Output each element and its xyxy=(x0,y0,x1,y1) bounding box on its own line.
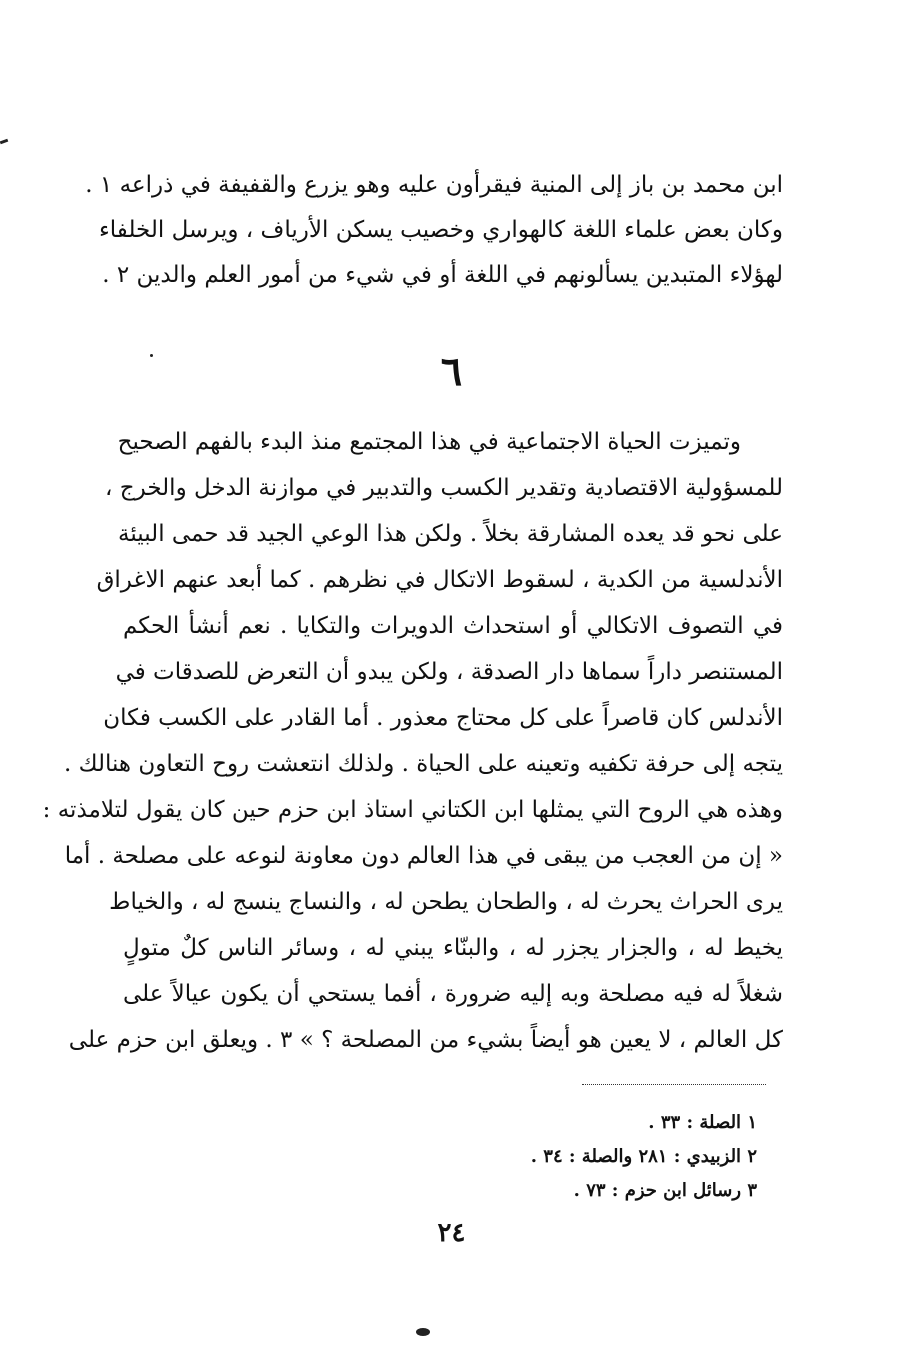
text-line: يتجه إلى حرفة تكفيه وتعينه على الحياة . ولذلك انتعشت روح التعاون هنالك . xyxy=(63,751,783,777)
section-number: ٦ xyxy=(440,348,463,395)
text-line: « إن من العجب من يبقى في هذا العالم دون معاونة لنوعه على مصلحة . أما xyxy=(64,843,783,869)
text-line: شغلاً له فيه مصلحة وبه إليه ضرورة ، أفما يستحي أن يكون عيالاً على xyxy=(123,981,783,1007)
footnote: ١ الصلة : ٣٣ . xyxy=(648,1112,757,1133)
footnote-separator xyxy=(582,1084,766,1085)
text-line: وكان بعض علماء اللغة كالهواري وخصيب يسكن الأرياف ، ويرسل الخلفاء xyxy=(98,217,783,243)
text-line: في التصوف الاتكالي أو استحداث الدويرات والتكايا . نعم أنشأ الحكم xyxy=(123,613,783,639)
footnote: ٣ رسائل ابن حزم : ٧٣ . xyxy=(573,1180,757,1201)
text-line: الأندلس كان قاصراً على كل محتاج معذور . أما القادر على الكسب فكان xyxy=(103,705,783,731)
print-mark xyxy=(416,1328,430,1336)
text-line: ابن محمد بن باز إلى المنية فيقرأون عليه وهو يزرع والقفيفة في ذراعه ١ . xyxy=(85,172,783,198)
margin-mark xyxy=(0,139,8,145)
text-line: الأندلسية من الكدية ، لسقوط الاتكال في نظرهم . كما أبعد عنهم الاغراق xyxy=(96,567,783,593)
footnote: ٢ الزبيدي : ٢٨١ والصلة : ٣٤ . xyxy=(530,1146,757,1167)
text-line: وتميزت الحياة الاجتماعية في هذا المجتمع منذ البدء بالفهم الصحيح xyxy=(117,429,741,455)
text-line: كل العالم ، لا يعين هو أيضاً بشيء من المصلحة ؟ » ٣ . ويعلق ابن حزم على xyxy=(68,1027,783,1053)
text-line: وهذه هي الروح التي يمثلها ابن الكتاني استاذ ابن حزم حين كان يقول لتلامذته : xyxy=(42,797,783,823)
text-line: لهؤلاء المتبدين يسألونهم في اللغة أو في شيء من أمور العلم والدين ٢ . xyxy=(102,262,783,288)
text-line: للمسؤولية الاقتصادية وتقدير الكسب والتدبير في موازنة الدخل والخرج ، xyxy=(105,475,783,501)
text-line: المستنصر داراً سماها دار الصدقة ، ولكن يبدو أن التعرض للصدقات في xyxy=(115,659,783,685)
text-line: يرى الحراث يحرث له ، والطحان يطحن له ، والنساج ينسج له ، والخياط xyxy=(109,889,783,915)
text-line: يخيط له ، والجزار يجزر له ، والبنّاء يبني له ، وسائر الناس كلٌ متولٍ xyxy=(123,935,783,961)
text-line: على نحو قد يعده المشارقة بخلاً . ولكن هذا الوعي الجيد قد حمى البيئة xyxy=(118,521,783,547)
page-number: ٢٤ xyxy=(437,1218,466,1248)
